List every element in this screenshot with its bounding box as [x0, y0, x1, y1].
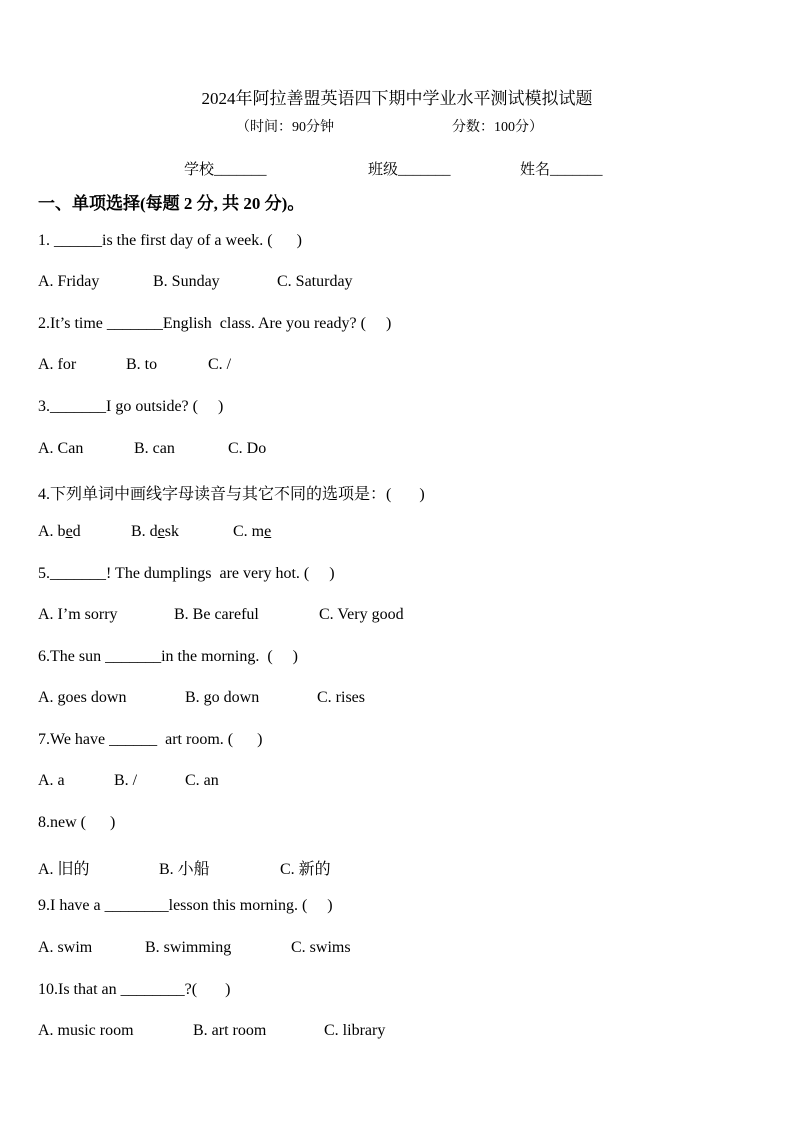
question-8: 8.new ( ) [38, 814, 116, 831]
question-6: 6.The sun _______in the morning. ( ) [38, 648, 298, 665]
option-b: B. desk [131, 523, 180, 540]
question-9: 9.I have a ________lesson this morning. ( ) [38, 897, 333, 914]
options-1 [38, 273, 758, 295]
option-c: C. an [185, 772, 219, 789]
question-1: 1. ______is the first day of a week. ( ) [38, 232, 302, 249]
exam-time: （时间：90分钟 [236, 120, 334, 135]
option-b: B. swimming [145, 939, 232, 956]
option-a: A. Friday [38, 273, 100, 290]
option-a: A. I’m sorry [38, 606, 118, 623]
option-b: B. can [134, 440, 175, 457]
option-b: B. / [114, 772, 138, 789]
option-c: C. Saturday [277, 273, 353, 290]
option-b: B. go down [185, 689, 260, 706]
option-a: A. music room [38, 1022, 134, 1039]
option-c: C. Very good [319, 606, 404, 623]
options-3 [38, 440, 758, 462]
class-field: 班级_______ [368, 162, 451, 178]
options-8 [38, 856, 758, 878]
option-c: C. me [233, 523, 272, 540]
option-b: B. art room [193, 1022, 267, 1039]
question-5: 5._______! The dumplings are very hot. ( ) [38, 565, 335, 582]
option-c: C. rises [317, 689, 365, 706]
option-a: A. a [38, 772, 65, 789]
page-title: 2024年阿拉善盟英语四下期中学业水平测试模拟试题 [201, 89, 593, 108]
options-2 [38, 356, 758, 378]
options-10 [38, 1022, 758, 1044]
options-6 [38, 689, 758, 711]
option-c: C. / [208, 356, 232, 373]
option-b: B. Be careful [174, 606, 259, 623]
exam-score: 分数：100分） [452, 120, 543, 135]
option-a: A. 旧的 [38, 861, 90, 878]
options-9 [38, 939, 758, 961]
name-field: 姓名_______ [520, 162, 603, 178]
question-2: 2.It’s time _______English class. Are you ready? ( ) [38, 315, 392, 332]
option-c: C. swims [291, 939, 351, 956]
option-a: A. Can [38, 440, 84, 457]
option-c: C. Do [228, 440, 267, 457]
section-title: 一、单项选择(每题 2 分, 共 20 分)。 [38, 194, 305, 213]
options-4 [38, 523, 758, 545]
options-5 [38, 606, 758, 628]
school-field: 学校_______ [184, 162, 267, 178]
option-a: A. bed [38, 523, 81, 540]
option-c: C. 新的 [280, 861, 331, 878]
option-c: C. library [324, 1022, 386, 1039]
question-10: 10.Is that an ________?( ) [38, 981, 231, 998]
option-a: A. goes down [38, 689, 127, 706]
option-a: A. for [38, 356, 77, 373]
options-7 [38, 772, 758, 794]
question-7: 7.We have ______ art room. ( ) [38, 731, 263, 748]
option-b: B. 小船 [159, 861, 210, 878]
option-b: B. to [126, 356, 158, 373]
question-4: 4.下列单词中画线字母读音与其它不同的选项是：( ) [38, 486, 425, 503]
option-a: A. swim [38, 939, 93, 956]
question-3: 3._______I go outside? ( ) [38, 398, 224, 415]
option-b: B. Sunday [153, 273, 220, 290]
